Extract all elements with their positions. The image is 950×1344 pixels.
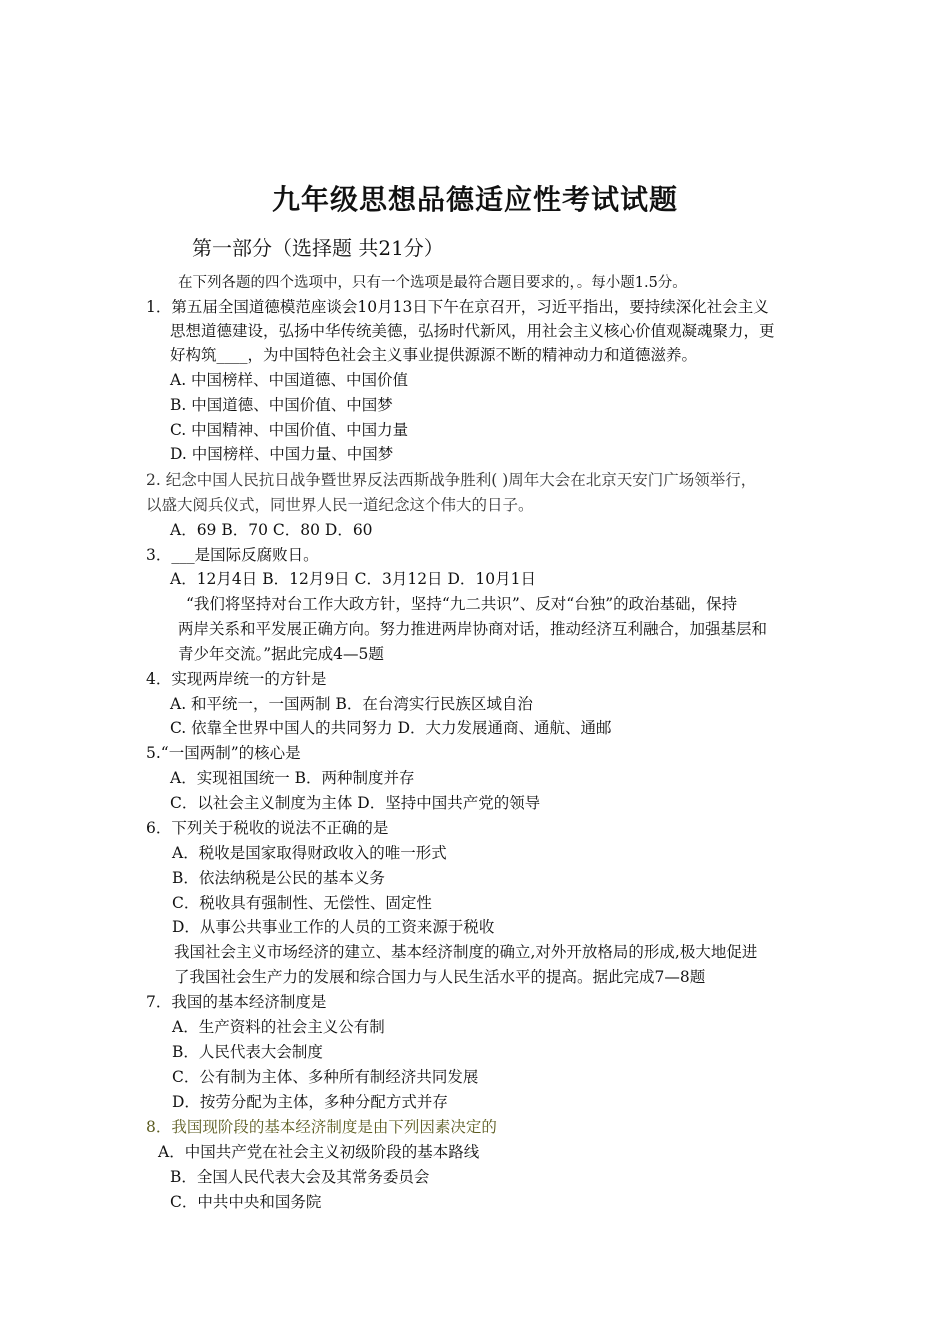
q1-option-d: D. 中国榜样、中国力量、中国梦	[170, 445, 394, 463]
q8-option-b: B．全国人民代表大会及其常务委员会	[170, 1168, 430, 1186]
q3-options: A．12月4日 B．12月9日 C．3月12日 D．10月1日	[170, 570, 536, 588]
q6-stem: 6．下列关于税收的说法不正确的是	[146, 819, 389, 837]
q3-stem: 3．___是国际反腐败日。	[146, 546, 319, 564]
q7-option-a: A．生产资料的社会主义公有制	[172, 1018, 385, 1036]
q5-options-row-2: C．以社会主义制度为主体 D．坚持中国共产党的领导	[170, 794, 541, 812]
q5-stem: 5.“一国两制”的核心是	[146, 744, 301, 762]
part-title: 第一部分（选择题 共21分）	[192, 236, 444, 260]
q4-stem: 4．实现两岸统一的方针是	[146, 670, 327, 688]
passage-4-5-line-1: “我们将坚持对台工作大政方针，坚持“九二共识”、反对“台独”的政治基础，保持	[186, 595, 738, 613]
q7-option-b: B．人民代表大会制度	[172, 1043, 323, 1061]
q1-line-1: 1．第五届全国道德模范座谈会10月13日下午在京召开，习近平指出，要持续深化社会主义	[146, 298, 769, 316]
q8-option-c: C．中共中央和国务院	[170, 1193, 322, 1211]
exam-title: 九年级思想品德适应性考试试题	[271, 183, 678, 216]
q5-options-row-1: A．实现祖国统一 B．两种制度并存	[170, 769, 415, 787]
q6-option-c: C．税收具有强制性、无偿性、固定性	[172, 894, 432, 912]
q8-option-a: A．中国共产党在社会主义初级阶段的基本路线	[158, 1143, 480, 1161]
passage-7-8-line-2: 了我国社会生产力的发展和综合国力与人民生活水平的提高。据此完成7—8题	[174, 968, 706, 986]
q1-line-2: 思想道德建设，弘扬中华传统美德，弘扬时代新风，用社会主义核心价值观凝魂聚力，更	[170, 322, 775, 340]
q1-option-c: C. 中国精神、中国价值、中国力量	[170, 421, 409, 439]
q2-options: A．69 B．70 C．80 D．60	[170, 521, 373, 539]
q6-option-b: B．依法纳税是公民的基本义务	[172, 869, 385, 887]
passage-4-5-line-3: 青少年交流。”据此完成4—5题	[178, 645, 384, 663]
passage-7-8-line-1: 我国社会主义市场经济的建立、基本经济制度的确立,对外开放格局的形成,极大地促进	[174, 943, 758, 961]
q6-option-a: A．税收是国家取得财政收入的唯一形式	[172, 844, 447, 862]
q8-stem: 8．我国现阶段的基本经济制度是由下列因素决定的	[146, 1118, 497, 1136]
q7-option-d: D．按劳分配为主体，多种分配方式并存	[172, 1093, 448, 1111]
q7-option-c: C．公有制为主体、多种所有制经济共同发展	[172, 1068, 479, 1086]
q7-stem: 7．我国的基本经济制度是	[146, 993, 327, 1011]
q1-option-b: B. 中国道德、中国价值、中国梦	[170, 396, 393, 414]
q4-options-row-2: C. 依靠全世界中国人的共同努力 D．大力发展通商、通航、通邮	[170, 719, 612, 737]
instructions: 在下列各题的四个选项中，只有一个选项是最符合题目要求的，。每小题1.5分。	[178, 275, 687, 291]
q4-options-row-1: A. 和平统一，一国两制 B．在台湾实行民族区域自治	[170, 695, 533, 713]
q2-line-2: 以盛大阅兵仪式，同世界人民一道纪念这个伟大的日子。	[146, 496, 534, 514]
q6-option-d: D．从事公共事业工作的人员的工资来源于税收	[172, 918, 495, 936]
q2-line-1: 2. 纪念中国人民抗日战争暨世界反法西斯战争胜利( )周年大会在北京天安门广场领举行，	[146, 471, 757, 489]
q1-option-a: A. 中国榜样、中国道德、中国价值	[170, 371, 409, 389]
passage-4-5-line-2: 两岸关系和平发展正确方向。努力推进两岸协商对话，推动经济互利融合，加强基层和	[178, 620, 768, 638]
q1-line-3: 好构筑____，为中国特色社会主义事业提供源源不断的精神动力和道德滋养。	[170, 346, 698, 364]
